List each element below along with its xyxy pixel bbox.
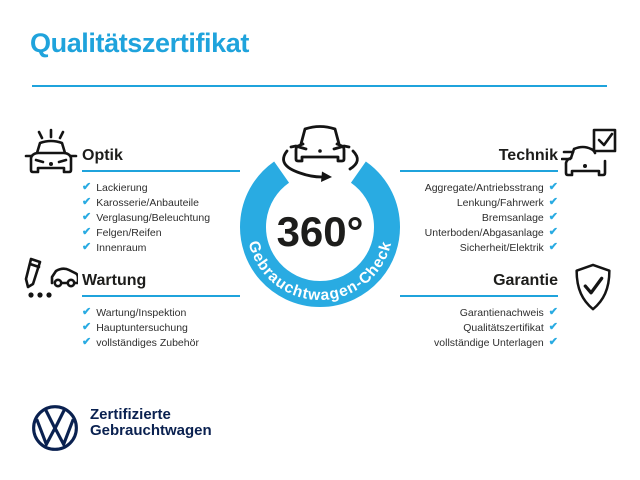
section-title: Optik (82, 147, 123, 164)
section-title: Wartung (82, 272, 147, 289)
check-item-label: Aggregate/Antriebsstrang (424, 181, 544, 194)
check-item (400, 335, 558, 350)
section-divider (400, 170, 558, 172)
check-item (82, 335, 240, 350)
checklist-technik (400, 180, 558, 255)
check-item (400, 180, 558, 195)
car-rotate-icon (284, 127, 358, 183)
check-item-label: Lenkung/Fahrwerk (456, 196, 544, 209)
check-icon: ✔ (82, 181, 92, 193)
check-icon: ✔ (82, 196, 92, 208)
section-garantie (400, 271, 558, 350)
check-item (400, 210, 558, 225)
check-item (82, 180, 240, 195)
section-divider (82, 170, 240, 172)
title-divider (32, 85, 607, 87)
footer-brand-text (90, 407, 212, 439)
footer-line1: Zertifizierte (90, 406, 171, 423)
badge-ring-label: Gebrauchtwagen-Check (244, 238, 396, 305)
check-item (82, 210, 240, 225)
check-item (82, 305, 240, 320)
checklist-garantie (400, 305, 558, 350)
car-shine-icon (24, 128, 78, 182)
vw-logo (31, 404, 79, 452)
check-item-label: Bremsanlage (481, 211, 544, 224)
check-item (82, 320, 240, 335)
check-item-label: Wartung/Inspektion (96, 306, 187, 319)
check-item (82, 240, 240, 255)
section-title: Garantie (493, 272, 558, 289)
check-item (82, 225, 240, 240)
check-icon: ✔ (548, 241, 558, 253)
check-icon: ✔ (548, 321, 558, 333)
check-icon: ✔ (548, 211, 558, 223)
service-record-icon (24, 257, 78, 311)
section-technik (400, 146, 558, 255)
check-icon: ✔ (82, 211, 92, 223)
section-divider (400, 295, 558, 297)
check-item (400, 320, 558, 335)
car-checkbox-icon (561, 128, 617, 182)
check-item-label: Sicherheit/Elektrik (459, 241, 544, 254)
check-item-label: Innenraum (96, 241, 147, 254)
check-item-label: Hauptuntersuchung (96, 321, 188, 334)
check-icon: ✔ (548, 196, 558, 208)
check-icon: ✔ (548, 181, 558, 193)
check-item-label: vollständige Unterlagen (434, 336, 544, 349)
badge-value: 360° (276, 208, 364, 255)
check-icon: ✔ (82, 241, 92, 253)
check-icon: ✔ (548, 306, 558, 318)
check-item (400, 305, 558, 320)
section-title: Technik (498, 147, 558, 164)
check-item (400, 195, 558, 210)
check-item-label: Karosserie/Anbauteile (96, 196, 199, 209)
check-item-label: vollständiges Zubehör (96, 336, 199, 349)
section-wartung (82, 271, 240, 350)
check-item-label: Qualitätszertifikat (463, 321, 544, 334)
check-item-label: Felgen/Reifen (96, 226, 162, 239)
check-item-label: Unterboden/Abgasanlage (424, 226, 544, 239)
checklist-wartung (82, 305, 240, 350)
section-optik (82, 146, 240, 255)
shield-check-icon (567, 262, 619, 314)
check-item (82, 195, 240, 210)
check-icon: ✔ (548, 336, 558, 348)
checklist-optik (82, 180, 240, 255)
section-divider (82, 295, 240, 297)
page-title: Qualitätszertifikat (30, 28, 249, 58)
footer-line2: Gebrauchtwagen (90, 422, 212, 439)
360-check-badge (220, 105, 420, 320)
check-item-label: Verglasung/Beleuchtung (96, 211, 211, 224)
check-icon: ✔ (82, 321, 92, 333)
check-icon: ✔ (82, 226, 92, 238)
check-icon: ✔ (82, 306, 92, 318)
check-item-label: Lackierung (96, 181, 148, 194)
check-icon: ✔ (82, 336, 92, 348)
check-item (400, 240, 558, 255)
check-item (400, 225, 558, 240)
check-item-label: Garantienachweis (459, 306, 544, 319)
check-icon: ✔ (548, 226, 558, 238)
